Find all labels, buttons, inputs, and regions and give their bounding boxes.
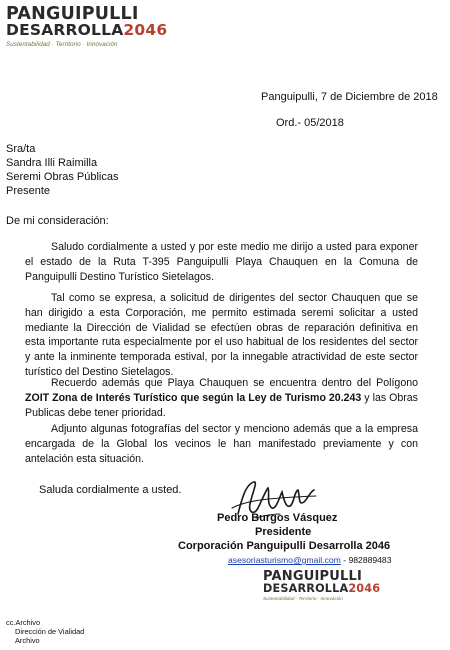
footer-logo-wordmark-top: PANGUIPULLI <box>263 569 363 584</box>
presente: Presente <box>6 185 51 197</box>
cc-item: Dirección de Vialidad <box>15 627 85 636</box>
footer-logo-wordmark-bottom: DESARROLLA2046 <box>263 582 381 595</box>
logo-wordmark-bottom: DESARROLLA2046 <box>6 21 168 39</box>
phone-number: - 982889483 <box>340 555 392 565</box>
footer-logo-tagline: Sustentabilidad · Territorio · Innovación <box>263 596 343 601</box>
signer-name: Pedro Burgos Vásquez <box>217 512 338 524</box>
logo-wordmark-top: PANGUIPULLI <box>6 4 139 24</box>
signer-organization: Corporación Panguipulli Desarrolla 2046 <box>178 540 391 552</box>
email-link[interactable]: asesoriasturismo@gmail.com <box>228 555 341 565</box>
greeting: De mi consideración: <box>6 215 109 227</box>
logo-tagline: Sustentabilidad · Territorio · Innovación <box>6 41 118 48</box>
place-date: Panguipulli, 7 de Diciembre de 2018 <box>261 91 438 103</box>
paragraph-1: Saludo cordialmente a usted y por este medio me dirijo a usted para exponer el estado de la Ruta T-395 Panguipulli Playa Chauquen en la Comuna de Panguipulli Destino Turístico Sietelagos. <box>25 241 418 283</box>
salutation: Sra/ta <box>6 143 36 155</box>
paragraph-3: Recuerdo además que Playa Chauquen se encuentra dentro del Polígono ZOIT Zona de Interés Turístico que según la Ley de Turismo 20.243 y las Obras Publicas debe tener prioridad. <box>25 377 418 419</box>
contact-line <box>228 555 392 565</box>
paragraph-4: Adjunto algunas fotografías del sector y menciono además que a la empresa encargada de la Global los vecinos le han manifestado previamente y con antelación esta situación. <box>25 423 418 465</box>
recipient-name: Sandra Illi Raimilla <box>6 157 98 169</box>
recipient-title: Seremi Obras Públicas <box>6 171 119 183</box>
zoit-highlight: ZOIT Zona de Interés Turístico que según la Ley de Turismo 20.243 <box>25 391 362 404</box>
closing: Saluda cordialmente a usted. <box>39 484 182 496</box>
reference-number: Ord.- 05/2018 <box>276 117 344 129</box>
paragraph-2: Tal como se expresa, a solicitud de dirigentes del sector Chauquen que se han dirigido a esta Corporación, me permito estimada seremi solicitar a usted mediante la Dirección de Vialidad se efectúen obras de reparación definitiva en esta importante ruta especialmente por el uso habitual de los residentes del sector y ante la inminente temporada estival, por la innegable atractividad de este sector turístico del Destino Sietelagos. <box>25 292 418 378</box>
cc-label: cc.Archivo <box>6 618 41 627</box>
cc-item: Archivo <box>15 636 40 645</box>
signer-role: Presidente <box>255 526 312 538</box>
